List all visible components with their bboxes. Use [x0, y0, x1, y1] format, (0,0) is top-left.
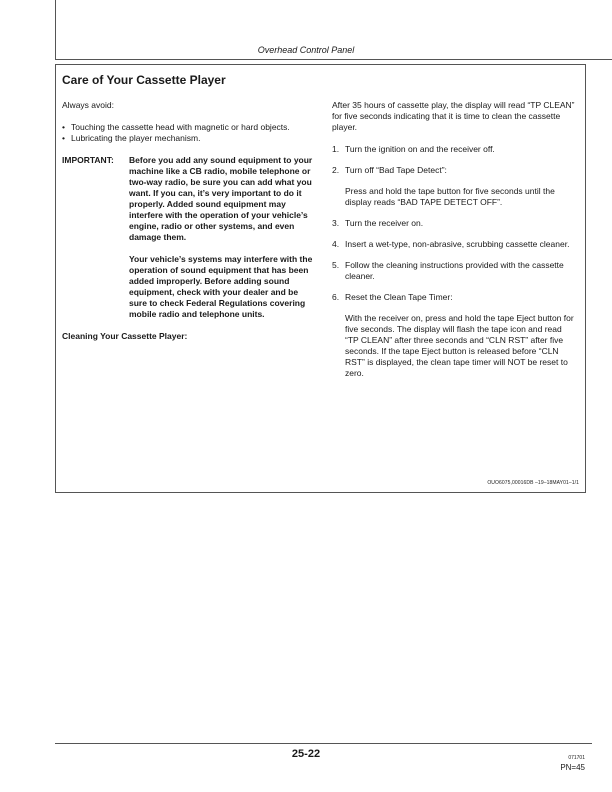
step-number: 5. — [332, 260, 340, 270]
always-avoid-text: Always avoid: — [62, 100, 114, 110]
important-label: IMPORTANT: — [62, 155, 114, 165]
step-item — [332, 165, 577, 208]
document-id: OUO6075,00016DB –19–18MAY01–1/1 — [487, 480, 579, 486]
step-text: Turn off “Bad Tape Detect”: — [345, 165, 447, 175]
step-subtext: With the receiver on, press and hold the tape Eject button for five seconds. The display will flash the tape icon and read “TP CLEAN” after three seconds and “CLN RST” after five seconds. If the tape Eject button is released before “CLN RST” is displayed, the clean tape timer will NOT be reset to zero. — [345, 313, 574, 378]
step-item — [332, 218, 577, 229]
step-item — [332, 239, 577, 250]
step-text: Turn the ignition on and the receiver off. — [345, 144, 495, 154]
cleaning-heading: Cleaning Your Cassette Player: — [62, 331, 188, 341]
step-number: 1. — [332, 144, 340, 154]
footer-code: 071701 — [568, 755, 585, 761]
step-item — [332, 144, 577, 155]
step-text: Insert a wet-type, non-abrasive, scrubbing cassette cleaner. — [345, 239, 570, 249]
right-column — [332, 100, 577, 389]
step-text: Turn the receiver on. — [345, 218, 424, 228]
important-notice — [62, 155, 314, 320]
step-number: 2. — [332, 165, 340, 175]
content-box — [55, 64, 586, 493]
left-column — [62, 100, 314, 342]
page-number: 25-22 — [291, 748, 321, 760]
important-paragraph: Your vehicle’s systems may interfere with the operation of sound equipment that has been added improperly. Before adding sound equipment, check with your dealer and be sure to check Federal Regulations covering mobile radio and telephone units. — [129, 254, 313, 319]
step-number: 3. — [332, 218, 340, 228]
step-subtext: Press and hold the tape button for five seconds until the display reads “BAD TAPE DETECT OFF”. — [345, 186, 555, 207]
step-number: 6. — [332, 292, 340, 302]
avoid-list — [62, 122, 314, 144]
step-text: Reset the Clean Tape Timer: — [345, 292, 453, 302]
avoid-item: • Touching the cassette head with magnetic or hard objects. — [62, 122, 314, 133]
header-divider — [55, 59, 612, 60]
footer-divider — [55, 743, 592, 744]
running-head: Overhead Control Panel — [257, 45, 355, 55]
section-title: Care of Your Cassette Player — [62, 73, 226, 87]
important-paragraph: Before you add any sound equipment to your machine like a CB radio, mobile telephone or two-way radio, be sure you can add what you want. If you can, it’s very important to do it properly. Added sound equipment may interfere with the operation of your vehicle’s engine, radio or other systems, and even damage them. — [129, 155, 313, 242]
cleaning-intro: After 35 hours of cassette play, the display will read “TP CLEAN” for five seconds indicating that it is time to clean the cassette player. — [332, 100, 575, 132]
avoid-item: • Lubricating the player mechanism. — [62, 133, 314, 144]
step-item — [332, 260, 577, 282]
cleaning-steps — [332, 144, 577, 379]
step-text: Follow the cleaning instructions provided with the cassette cleaner. — [345, 260, 564, 281]
step-number: 4. — [332, 239, 340, 249]
footer-pn: PN=45 — [560, 763, 585, 772]
step-item — [332, 292, 577, 379]
